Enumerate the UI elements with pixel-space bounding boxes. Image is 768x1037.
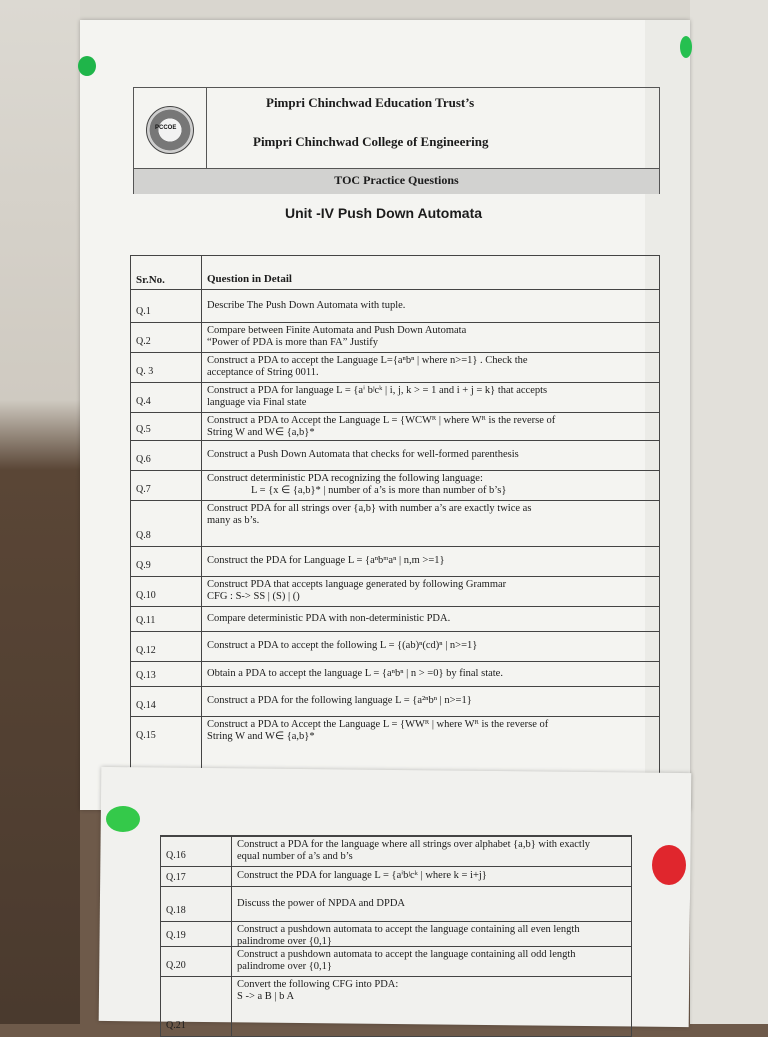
question-text: Construct a PDA to Accept the Language L = {WWᴿ | where Wᴿ is the reverse of bbox=[207, 719, 549, 730]
question-number: Q.8 bbox=[136, 530, 151, 541]
green-pushpin-icon bbox=[680, 36, 692, 58]
questions-table-2 bbox=[160, 835, 632, 1037]
question-text: String W and W∈ {a,b}* bbox=[207, 427, 315, 438]
question-number: Q.21 bbox=[166, 1020, 186, 1031]
question-text: palindrome over {0,1} bbox=[237, 961, 332, 972]
table-row bbox=[161, 886, 631, 887]
table-row bbox=[161, 976, 631, 977]
question-text: Construct the PDA for language L = {aⁱbʲcᵏ | where k = i+j} bbox=[237, 870, 487, 881]
questions-table bbox=[130, 255, 660, 782]
question-text: Construct a pushdown automata to accept the language containing all odd length bbox=[237, 949, 576, 960]
question-number: Q.13 bbox=[136, 670, 156, 681]
table-row bbox=[131, 322, 659, 323]
question-text: S -> a B | b A bbox=[237, 991, 295, 1002]
question-text: Construct a Push Down Automata that checks for well-formed parenthesis bbox=[207, 449, 519, 460]
question-text: equal number of a’s and b’s bbox=[237, 851, 353, 862]
question-number: Q.18 bbox=[166, 905, 186, 916]
table-row bbox=[131, 576, 659, 577]
wall-left bbox=[0, 0, 80, 1024]
column-divider bbox=[201, 256, 202, 781]
question-text: Construct a PDA to accept the Language L={aⁿbⁿ | where n>=1} . Check the bbox=[207, 355, 528, 366]
question-number: Q.6 bbox=[136, 454, 151, 465]
question-number: Q.19 bbox=[166, 930, 186, 941]
question-number: Q.14 bbox=[136, 700, 156, 711]
question-text: palindrome over {0,1} bbox=[237, 936, 332, 947]
question-number: Q.7 bbox=[136, 484, 151, 495]
table-row bbox=[161, 946, 631, 947]
question-text: Construct a PDA to accept the following L = {(ab)ⁿ(cd)ⁿ | n>=1} bbox=[207, 640, 478, 651]
logo-cell bbox=[134, 88, 207, 168]
unit-title: Unit -IV Push Down Automata bbox=[285, 205, 483, 221]
question-text: Construct a PDA for the language where all strings over alphabet {a,b} with exactly bbox=[237, 839, 590, 850]
table-row bbox=[161, 866, 631, 867]
trust-name: Pimpri Chinchwad Education Trust’s bbox=[266, 95, 475, 110]
green-pushpin-icon bbox=[78, 56, 96, 76]
table-row bbox=[131, 500, 659, 501]
question-text: Compare between Finite Automata and Push Down Automata bbox=[207, 325, 467, 336]
table-row bbox=[131, 289, 659, 290]
table-row bbox=[161, 836, 631, 837]
question-text: Construct a PDA for language L = {aⁱ bʲcᵏ | i, j, k > = 1 and i + j = k} that accepts bbox=[207, 385, 548, 396]
table-row bbox=[131, 631, 659, 632]
question-text: Discuss the power of NPDA and DPDA bbox=[237, 898, 405, 909]
question-number: Q.17 bbox=[166, 872, 186, 883]
table-row bbox=[131, 716, 659, 717]
table-row bbox=[131, 606, 659, 607]
green-pushpin-icon bbox=[106, 806, 140, 832]
table-row bbox=[131, 686, 659, 687]
sr-no-header: Sr.No. bbox=[136, 274, 165, 286]
subject-title: TOC Practice Questions bbox=[134, 168, 659, 194]
question-header: Question in Detail bbox=[207, 273, 292, 285]
question-text: language via Final state bbox=[207, 397, 307, 408]
question-text: Construct PDA that accepts language generated by following Grammar bbox=[207, 579, 507, 590]
question-text: many as b’s. bbox=[207, 515, 260, 526]
question-number: Q.5 bbox=[136, 424, 151, 435]
question-text: Construct a PDA for the following language L = {a²ⁿbⁿ | n>=1} bbox=[207, 695, 472, 706]
question-number: Q.15 bbox=[136, 730, 156, 741]
question-text: Construct a PDA to Accept the Language L = {WCWᴿ | where Wᴿ is the reverse of bbox=[207, 415, 556, 426]
college-name: Pimpri Chinchwad College of Engineering bbox=[253, 134, 489, 149]
question-number: Q.20 bbox=[166, 960, 186, 971]
question-text: L = {x ∈ {a,b}* | number of a’s is more than number of b’s} bbox=[251, 485, 507, 496]
question-text: Construct PDA for all strings over {a,b} with number a’s are exactly twice as bbox=[207, 503, 532, 514]
question-text: Construct deterministic PDA recognizing the following language: bbox=[207, 473, 483, 484]
table-row bbox=[131, 661, 659, 662]
question-text: Construct a pushdown automata to accept the language containing all even length bbox=[237, 924, 580, 935]
question-text: String W and W∈ {a,b}* bbox=[207, 731, 315, 742]
question-number: Q.9 bbox=[136, 560, 151, 571]
header-box bbox=[133, 87, 660, 194]
question-number: Q.11 bbox=[136, 615, 156, 626]
question-number: Q.2 bbox=[136, 336, 151, 347]
college-logo-icon bbox=[146, 106, 194, 154]
question-text: Convert the following CFG into PDA: bbox=[237, 979, 399, 990]
question-text: Construct the PDA for Language L = {aⁿbᵐaⁿ | n,m >=1} bbox=[207, 555, 445, 566]
table-row bbox=[131, 440, 659, 441]
question-text: Obtain a PDA to accept the language L = {aⁿbⁿ | n > =0} by final state. bbox=[207, 668, 503, 679]
wall-right bbox=[690, 0, 768, 1024]
table-row bbox=[131, 382, 659, 383]
question-text: Compare deterministic PDA with non-deterministic PDA. bbox=[207, 613, 451, 624]
question-number: Q.12 bbox=[136, 645, 156, 656]
question-number: Q. 3 bbox=[136, 366, 154, 377]
question-text: “Power of PDA is more than FA” Justify bbox=[207, 337, 378, 348]
question-number: Q.16 bbox=[166, 850, 186, 861]
question-text: CFG : S-> SS | (S) | () bbox=[207, 591, 300, 602]
table-row bbox=[131, 546, 659, 547]
red-pushpin-icon bbox=[652, 845, 686, 885]
question-number: Q.10 bbox=[136, 590, 156, 601]
question-number: Q.1 bbox=[136, 306, 151, 317]
table-row bbox=[131, 352, 659, 353]
table-row bbox=[131, 470, 659, 471]
table-row bbox=[161, 921, 631, 922]
question-number: Q.4 bbox=[136, 396, 151, 407]
question-text: Describe The Push Down Automata with tuple. bbox=[207, 300, 406, 311]
table-row bbox=[131, 412, 659, 413]
question-text: acceptance of String 0011. bbox=[207, 367, 319, 378]
logo-text: PCCOE bbox=[155, 125, 177, 131]
